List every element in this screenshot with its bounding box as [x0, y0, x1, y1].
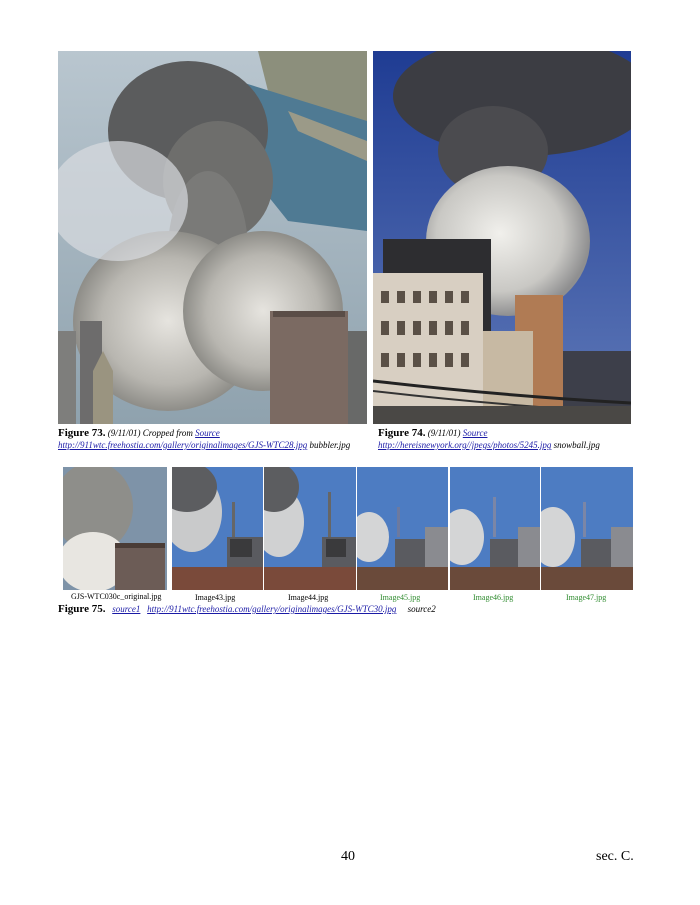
figure-75-thumb-6: [541, 467, 633, 590]
figure-74-label: Figure 74.: [378, 427, 426, 439]
thumb-label-3: Image44.jpg: [288, 593, 329, 602]
figure-75-label: Figure 75.: [58, 603, 106, 615]
page-number: 40: [341, 849, 355, 864]
thumb-label-1: GJS-WTC030c_original.jpg: [71, 592, 162, 601]
figure-73-url-link[interactable]: http://911wtc.freehostia.com/gallery/originalimages/GJS-WTC28.jpg: [58, 440, 308, 450]
figure-73-caption: [58, 428, 220, 439]
thumb-label-4: Image45.jpg: [380, 593, 421, 602]
figure-75-thumb-3: [264, 467, 356, 590]
figure-73-source-link[interactable]: Source: [195, 428, 220, 438]
figure-74-url-line: [378, 440, 600, 451]
figure-73-label: Figure 73.: [58, 427, 106, 439]
figure-74-source-link[interactable]: Source: [462, 428, 488, 438]
figure-75-source2: source2: [407, 604, 436, 614]
figure-75-thumb-5: [450, 467, 540, 590]
thumb-label-2: Image43.jpg: [195, 593, 236, 602]
figure-75-thumb-1: [63, 467, 167, 590]
figure-74-caption: [378, 428, 487, 439]
thumb-label-5: Image46.jpg: [473, 593, 514, 602]
figure-73-date: (9/11/01) Cropped from: [107, 428, 193, 438]
figure-74-filename: snowball.jpg: [553, 440, 600, 450]
section-label: sec. C.: [596, 849, 634, 864]
thumb-label-6: Image47.jpg: [566, 593, 607, 602]
figure-73-url-line: [58, 440, 350, 451]
figure-75-caption: [58, 604, 436, 615]
figure-73-photo: [58, 51, 367, 424]
figure-75-thumb-4: [357, 467, 448, 590]
figure-75-source1-link[interactable]: source1: [112, 604, 141, 614]
figure-74-date: (9/11/01): [427, 428, 461, 438]
figure-74-photo: [373, 51, 631, 424]
figure-75-thumb-2: [172, 467, 263, 590]
figure-73-filename: bubbler.jpg: [309, 440, 351, 450]
figure-75-url-link[interactable]: http://911wtc.freehostia.com/gallery/originalimages/GJS-WTC30.jpg: [147, 604, 397, 614]
figure-74-url-link[interactable]: http://hereisnewyork.org//jpegs/photos/5245.jpg: [378, 440, 552, 450]
